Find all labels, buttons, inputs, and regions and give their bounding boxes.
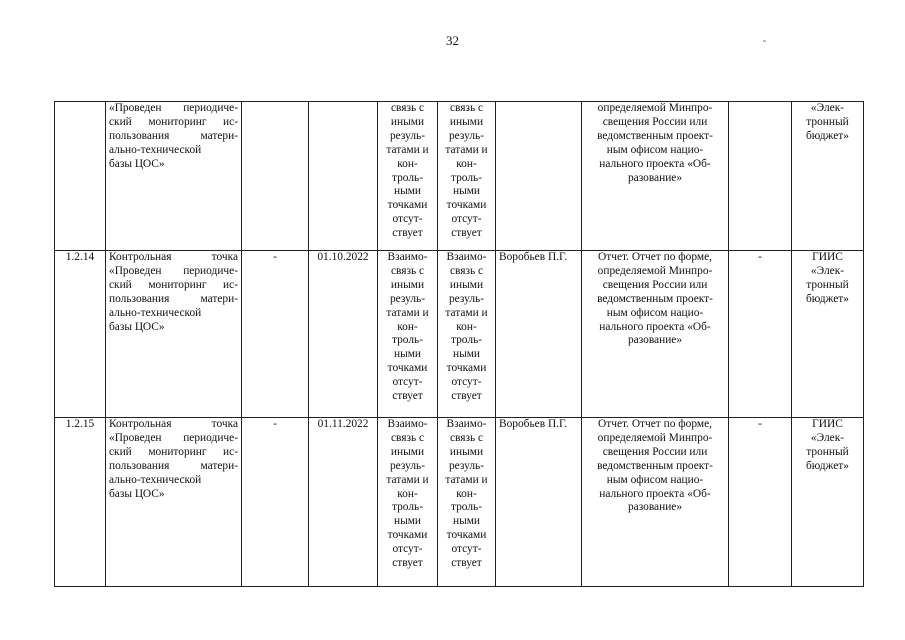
- relation-cell-a-line: кон-: [397, 320, 418, 333]
- relation-cell-a-line: кон-: [397, 157, 418, 170]
- relation-cell-a-line: троль-: [391, 334, 424, 347]
- document-type-cell-line: ведомственным проект-: [597, 292, 713, 305]
- relation-cell-a-line: резуль-: [389, 129, 426, 142]
- document-type-cell-line: разование»: [627, 334, 683, 347]
- document-type-cell-line: определяемой Минпро-: [597, 102, 713, 114]
- relation-cell-b-line: кон-: [456, 320, 477, 333]
- relation-cell-b-line: резуль-: [448, 459, 485, 472]
- document-type-cell-line: определяемой Минпро-: [597, 431, 713, 444]
- item-name-line: «Проведен периодиче-: [109, 102, 238, 114]
- relation-cell-b: [438, 251, 496, 418]
- relation-cell-b-line: троль-: [450, 334, 483, 347]
- document-type-cell-line: нального проекта «Об-: [599, 157, 711, 170]
- relation-cell-b-line: точками: [446, 529, 487, 542]
- information-system-cell-line: ГИИС: [812, 418, 843, 430]
- document-type-cell-line: Отчет. Отчет по форме,: [598, 418, 712, 430]
- item-name-line: Контрольная точка: [109, 251, 238, 263]
- item-name-line: ский мониторинг ис-: [109, 278, 238, 291]
- item-name-line: «Проведен периодиче-: [109, 264, 238, 277]
- relation-cell-b-line: резуль-: [448, 292, 485, 305]
- information-system-cell-line: тронный: [806, 115, 849, 128]
- end-date-cell: 01.11.2022: [309, 418, 378, 587]
- relation-cell-a-line: иными: [390, 445, 425, 458]
- relation-cell-a-line: кон-: [397, 487, 418, 500]
- relation-cell-a-line: ными: [393, 348, 422, 361]
- page-number: 32: [446, 33, 459, 48]
- relation-cell-a-line: татами и: [386, 306, 429, 319]
- item-number: 1.2.14: [55, 251, 106, 418]
- document-type-cell-line: ведомственным проект-: [597, 459, 713, 472]
- relation-cell-a: [378, 418, 438, 587]
- relation-cell-b-line: связь с: [449, 431, 484, 444]
- relation-cell-b-line: ствует: [451, 557, 482, 570]
- relation-cell-b-line: иными: [449, 115, 484, 128]
- relation-cell-a-line: ствует: [392, 390, 423, 403]
- responsible-cell: Воробьев П.Г.: [496, 251, 582, 418]
- relation-cell-b-line: точками: [446, 199, 487, 212]
- level-cell: -: [729, 251, 792, 418]
- item-name: [106, 102, 242, 251]
- document-type-cell-line: ным офисом нацио-: [606, 143, 704, 156]
- relation-cell-a-line: точками: [387, 362, 428, 375]
- relation-cell-b-line: ными: [452, 348, 481, 361]
- scan-speck: [763, 40, 766, 42]
- document-type-cell-line: разование»: [627, 501, 683, 514]
- item-name: [106, 418, 242, 587]
- relation-cell-b-line: Взаимо-: [446, 251, 487, 263]
- document-type-cell-line: свещения России или: [602, 445, 708, 458]
- information-system-cell-line: тронный: [806, 278, 849, 291]
- relation-cell-b: [438, 418, 496, 587]
- item-name-line: ально-технической: [109, 306, 202, 319]
- relation-cell-b-line: отсут-: [451, 213, 482, 226]
- relation-cell-a-line: отсут-: [392, 376, 423, 389]
- information-system-cell-line: бюджет»: [806, 129, 849, 142]
- item-name-line: базы ЦОС»: [109, 320, 165, 333]
- information-system-cell: [792, 251, 864, 418]
- relation-cell-b-line: татами и: [445, 473, 488, 486]
- relation-cell-b-line: ствует: [451, 390, 482, 403]
- relation-cell-a: [378, 102, 438, 251]
- relation-cell-a-line: татами и: [386, 473, 429, 486]
- relation-cell-b-line: троль-: [450, 501, 483, 514]
- item-name-line: «Проведен периодиче-: [109, 431, 238, 444]
- table-row: [55, 251, 864, 418]
- start-date-cell: [242, 102, 309, 251]
- item-name-line: ский мониторинг ис-: [109, 445, 238, 458]
- relation-cell-b-line: связь с: [449, 102, 484, 114]
- relation-cell-b-line: троль-: [450, 171, 483, 184]
- document-type-cell-line: ным офисом нацио-: [606, 473, 704, 486]
- information-system-cell-line: бюджет»: [806, 292, 849, 305]
- relation-cell-b-line: ными: [452, 185, 481, 198]
- document-type-cell-line: ным офисом нацио-: [606, 306, 704, 319]
- relation-cell-a-line: связь с: [390, 431, 425, 444]
- document-type-cell: [582, 251, 729, 418]
- start-date-cell: -: [242, 418, 309, 587]
- document-type-cell: [582, 418, 729, 587]
- relation-cell-a-line: иными: [390, 278, 425, 291]
- table-row: [55, 102, 864, 251]
- relation-cell-b-line: связь с: [449, 264, 484, 277]
- document-type-cell-line: нального проекта «Об-: [599, 487, 711, 500]
- item-number: [55, 102, 106, 251]
- level-cell: -: [729, 418, 792, 587]
- information-system-cell: [792, 418, 864, 587]
- relation-cell-a-line: иными: [390, 115, 425, 128]
- document-type-cell-line: ведомственным проект-: [597, 129, 713, 142]
- item-name-line: пользования матери-: [109, 129, 238, 142]
- document-type-cell-line: свещения России или: [602, 115, 708, 128]
- relation-cell-b-line: отсут-: [451, 376, 482, 389]
- item-number: 1.2.15: [55, 418, 106, 587]
- document-type-cell-line: разование»: [627, 171, 683, 184]
- relation-cell-a-line: ствует: [392, 227, 423, 240]
- document-type-cell: [582, 102, 729, 251]
- item-name-line: пользования матери-: [109, 292, 238, 305]
- relation-cell-a-line: резуль-: [389, 459, 426, 472]
- level-cell: [729, 102, 792, 251]
- item-name-line: базы ЦОС»: [109, 487, 165, 500]
- relation-cell-a-line: троль-: [391, 501, 424, 514]
- relation-cell-b-line: татами и: [445, 306, 488, 319]
- relation-cell-a-line: резуль-: [389, 292, 426, 305]
- relation-cell-a: [378, 251, 438, 418]
- relation-cell-b-line: точками: [446, 362, 487, 375]
- item-name: [106, 251, 242, 418]
- information-system-cell-line: бюджет»: [806, 459, 849, 472]
- end-date-cell: 01.10.2022: [309, 251, 378, 418]
- relation-cell-a-line: ными: [393, 185, 422, 198]
- relation-cell-b-line: ствует: [451, 227, 482, 240]
- relation-cell-a-line: Взаимо-: [387, 251, 428, 263]
- start-date-cell: -: [242, 251, 309, 418]
- relation-cell-b-line: кон-: [456, 487, 477, 500]
- relation-cell-a-line: ствует: [392, 557, 423, 570]
- control-points-table: [54, 101, 864, 587]
- relation-cell-b-line: татами и: [445, 143, 488, 156]
- document-type-cell-line: Отчет. Отчет по форме,: [598, 251, 712, 263]
- relation-cell-a-line: отсут-: [392, 213, 423, 226]
- information-system-cell-line: «Элек-: [810, 264, 845, 277]
- relation-cell-a-line: троль-: [391, 171, 424, 184]
- relation-cell-a-line: связь с: [390, 102, 425, 114]
- relation-cell-b-line: ными: [452, 515, 481, 528]
- item-name-line: базы ЦОС»: [109, 157, 165, 170]
- document-type-cell-line: определяемой Минпро-: [597, 264, 713, 277]
- relation-cell-a-line: точками: [387, 529, 428, 542]
- information-system-cell-line: «Элек-: [810, 431, 845, 444]
- relation-cell-b-line: кон-: [456, 157, 477, 170]
- item-name-line: пользования матери-: [109, 459, 238, 472]
- responsible-cell: [496, 102, 582, 251]
- item-name-line: ально-технической: [109, 473, 202, 486]
- document-type-cell-line: нального проекта «Об-: [599, 320, 711, 333]
- relation-cell-b-line: иными: [449, 278, 484, 291]
- relation-cell-a-line: татами и: [386, 143, 429, 156]
- item-name-line: ально-технической: [109, 143, 202, 156]
- relation-cell-b-line: Взаимо-: [446, 418, 487, 430]
- information-system-cell-line: ГИИС: [812, 251, 843, 263]
- item-name-line: ский мониторинг ис-: [109, 115, 238, 128]
- information-system-cell: [792, 102, 864, 251]
- responsible-cell: Воробьев П.Г.: [496, 418, 582, 587]
- relation-cell-a-line: связь с: [390, 264, 425, 277]
- information-system-cell-line: тронный: [806, 445, 849, 458]
- relation-cell-b: [438, 102, 496, 251]
- information-system-cell-line: «Элек-: [810, 102, 845, 114]
- document-type-cell-line: свещения России или: [602, 278, 708, 291]
- end-date-cell: [309, 102, 378, 251]
- relation-cell-b-line: резуль-: [448, 129, 485, 142]
- table-row: [55, 418, 864, 587]
- item-name-line: Контрольная точка: [109, 418, 238, 430]
- relation-cell-a-line: отсут-: [392, 543, 423, 556]
- relation-cell-a-line: Взаимо-: [387, 418, 428, 430]
- relation-cell-b-line: иными: [449, 445, 484, 458]
- relation-cell-a-line: точками: [387, 199, 428, 212]
- relation-cell-a-line: ными: [393, 515, 422, 528]
- relation-cell-b-line: отсут-: [451, 543, 482, 556]
